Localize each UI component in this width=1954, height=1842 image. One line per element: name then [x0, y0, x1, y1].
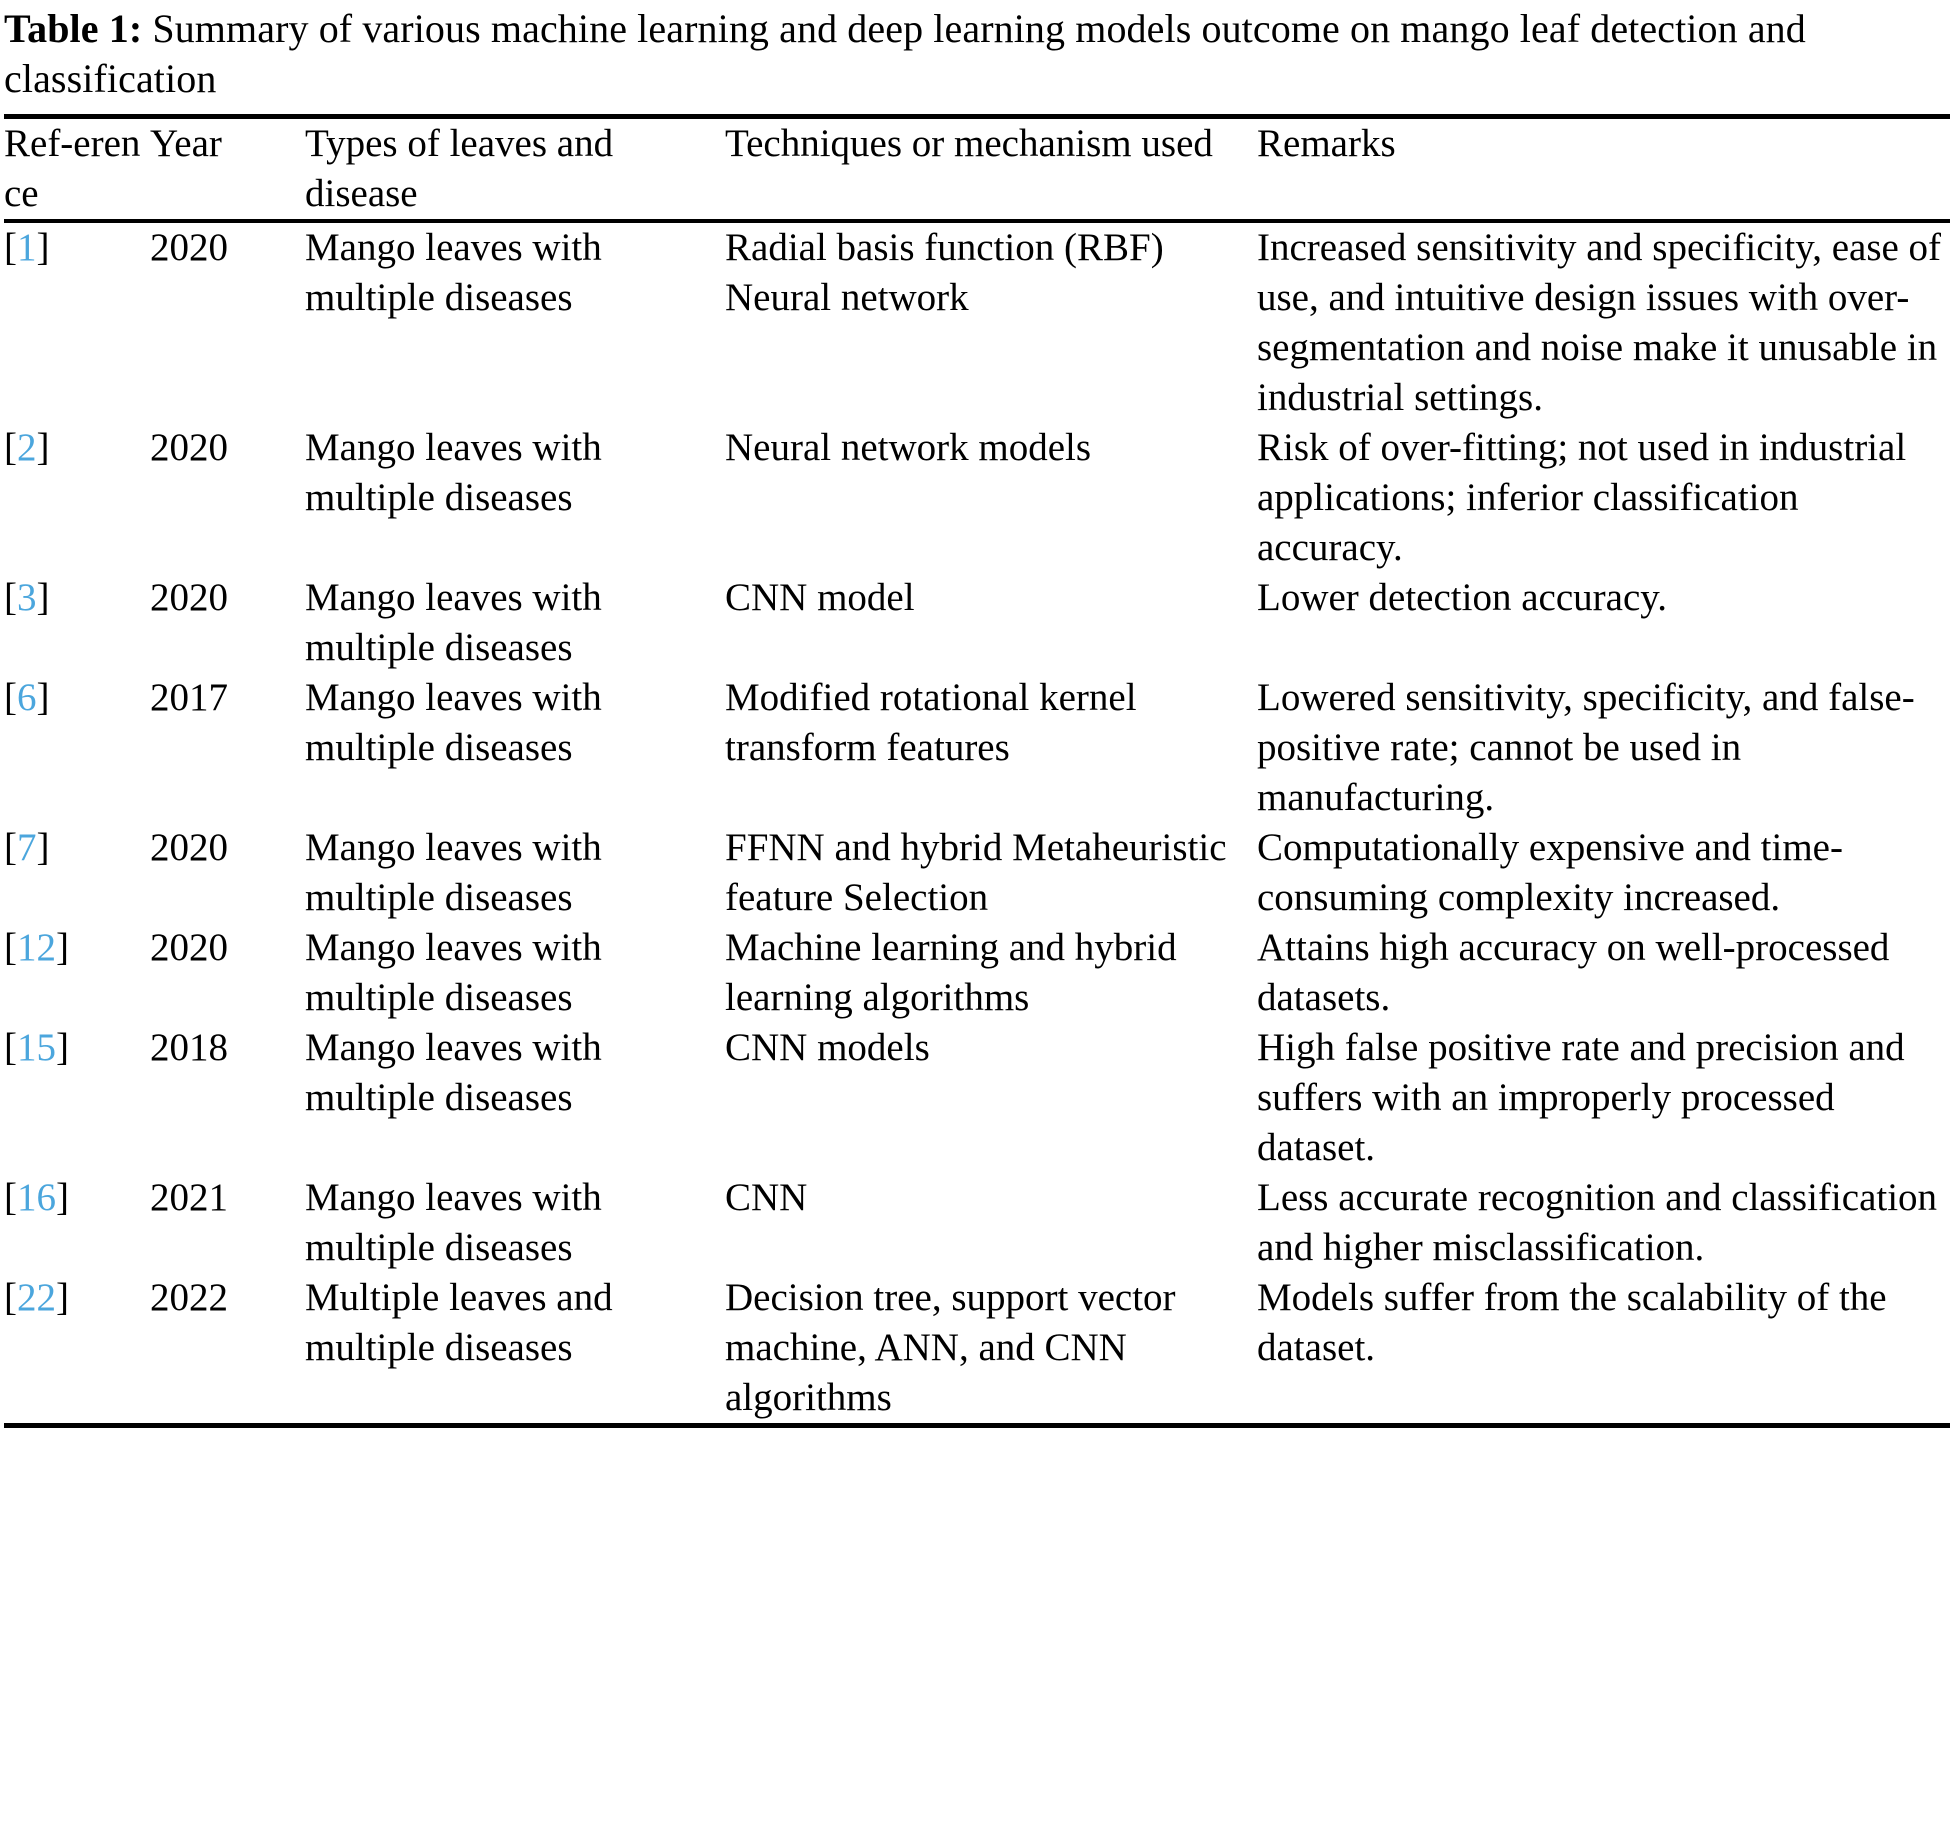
citation-bracket-close: ]: [36, 576, 50, 619]
table-row: [4, 1023, 1950, 1173]
citation-bracket-close: ]: [36, 426, 50, 469]
citation-link[interactable]: [4, 926, 69, 969]
table-row: [4, 573, 1950, 673]
cell-types-of-leaves: Mango leaves with multiple diseases: [305, 576, 602, 669]
cell-techniques: CNN models: [725, 1026, 930, 1069]
citation-bracket-close: ]: [56, 926, 69, 969]
citation-bracket-close: ]: [36, 226, 50, 269]
table-caption-text: Summary of various machine learning and deep learning models outcome on mango leaf detection and classification: [4, 6, 1806, 101]
cell-types-of-leaves: Multiple leaves and multiple diseases: [305, 1276, 613, 1369]
table-row: [4, 673, 1950, 823]
column-header-reference: Ref-erence: [4, 122, 141, 215]
cell-reference: [4, 1023, 150, 1173]
cell-types-of-leaves: Mango leaves with multiple diseases: [305, 676, 602, 769]
cell-types-of-leaves: Mango leaves with multiple diseases: [305, 926, 602, 1019]
cell-remarks: High false positive rate and precision and suffers with an improperly processed dataset.: [1257, 1026, 1905, 1169]
citation-number[interactable]: 22: [17, 1276, 56, 1319]
citation-bracket-open: [: [4, 1026, 17, 1069]
cell-remarks: Risk of over-fitting; not used in industrial applications; inferior classification accuracy.: [1257, 426, 1907, 569]
cell-reference: [4, 1173, 150, 1273]
citation-link[interactable]: [4, 426, 50, 469]
column-header-types: Types of leaves and disease: [305, 122, 614, 215]
cell-year: 2018: [150, 1026, 228, 1069]
citation-number[interactable]: 2: [17, 426, 37, 469]
citation-number[interactable]: 16: [17, 1176, 56, 1219]
citation-bracket-open: [: [4, 1176, 17, 1219]
cell-techniques: Decision tree, support vector machine, ANN, and CNN algorithms: [725, 1276, 1176, 1419]
cell-year: 2022: [150, 1276, 228, 1319]
citation-bracket-open: [: [4, 926, 17, 969]
cell-types-of-leaves: Mango leaves with multiple diseases: [305, 826, 602, 919]
citation-bracket-close: ]: [36, 826, 50, 869]
table-body: [4, 223, 1950, 1423]
cell-types-of-leaves: Mango leaves with multiple diseases: [305, 1176, 602, 1269]
cell-remarks: Less accurate recognition and classification and higher misclassification.: [1257, 1176, 1938, 1269]
cell-reference: [4, 1273, 150, 1423]
cell-techniques: Neural network models: [725, 426, 1092, 469]
cell-techniques: Radial basis function (RBF) Neural network: [725, 226, 1164, 319]
citation-link[interactable]: [4, 226, 50, 269]
citation-number[interactable]: 1: [17, 226, 37, 269]
cell-reference: [4, 923, 150, 1023]
cell-year: 2020: [150, 826, 228, 869]
cell-techniques: Machine learning and hybrid learning algorithms: [725, 926, 1177, 1019]
citation-number[interactable]: 12: [17, 926, 56, 969]
cell-remarks: Lower detection accuracy.: [1257, 576, 1667, 619]
cell-year: 2020: [150, 426, 228, 469]
citation-bracket-open: [: [4, 576, 17, 619]
table-bottom-rule: [4, 1423, 1950, 1428]
table-caption-label: Table 1:: [4, 6, 143, 51]
cell-reference: [4, 423, 150, 573]
cell-techniques: Modified rotational kernel transform features: [725, 676, 1137, 769]
cell-year: 2020: [150, 226, 228, 269]
cell-year: 2017: [150, 676, 228, 719]
citation-number[interactable]: 7: [17, 826, 37, 869]
cell-techniques: FFNN and hybrid Metaheuristic feature Selection: [725, 826, 1227, 919]
citation-bracket-close: ]: [56, 1176, 69, 1219]
citation-number[interactable]: 15: [17, 1026, 56, 1069]
citation-number[interactable]: 3: [17, 576, 37, 619]
citation-bracket-close: ]: [56, 1026, 69, 1069]
table-row: [4, 423, 1950, 573]
cell-year: 2021: [150, 1176, 228, 1219]
citation-bracket-open: [: [4, 226, 17, 269]
cell-year: 2020: [150, 926, 228, 969]
cell-remarks: Increased sensitivity and specificity, ease of use, and intuitive design issues with over-segmentation and noise make it unusable in industrial settings.: [1257, 226, 1942, 419]
citation-bracket-open: [: [4, 426, 17, 469]
cell-remarks: Models suffer from the scalability of the dataset.: [1257, 1276, 1887, 1369]
cell-techniques: CNN: [725, 1176, 808, 1219]
citation-bracket-open: [: [4, 826, 17, 869]
citation-bracket-close: ]: [36, 676, 50, 719]
citation-link[interactable]: [4, 676, 50, 719]
cell-reference: [4, 823, 150, 923]
column-header-techniques: Techniques or mechanism used: [725, 122, 1213, 165]
table-row: [4, 823, 1950, 923]
citation-link[interactable]: [4, 1026, 69, 1069]
citation-number[interactable]: 6: [17, 676, 37, 719]
table-caption: [4, 0, 1950, 104]
cell-remarks: Lowered sensitivity, specificity, and false-positive rate; cannot be used in manufacturing.: [1257, 676, 1915, 819]
table-row: [4, 923, 1950, 1023]
cell-types-of-leaves: Mango leaves with multiple diseases: [305, 226, 602, 319]
citation-bracket-open: [: [4, 676, 17, 719]
table-row: [4, 223, 1950, 423]
table-row: [4, 1173, 1950, 1273]
citation-bracket-open: [: [4, 1276, 17, 1319]
citation-link[interactable]: [4, 826, 50, 869]
cell-remarks: Computationally expensive and time-consuming complexity increased.: [1257, 826, 1843, 919]
citation-link[interactable]: [4, 576, 50, 619]
summary-table-body: [4, 223, 1950, 1423]
citation-link[interactable]: [4, 1176, 69, 1219]
summary-table: [4, 119, 1950, 219]
citation-link[interactable]: [4, 1276, 69, 1319]
column-header-year: Year: [150, 122, 222, 165]
table-row: [4, 1273, 1950, 1423]
cell-reference: [4, 573, 150, 673]
cell-types-of-leaves: Mango leaves with multiple diseases: [305, 1026, 602, 1119]
citation-bracket-close: ]: [56, 1276, 69, 1319]
cell-types-of-leaves: Mango leaves with multiple diseases: [305, 426, 602, 519]
cell-techniques: CNN model: [725, 576, 915, 619]
cell-reference: [4, 223, 150, 423]
table-header: [4, 119, 1950, 219]
column-header-remarks: Remarks: [1257, 122, 1396, 165]
cell-remarks: Attains high accuracy on well-processed datasets.: [1257, 926, 1890, 1019]
table-header-row: [4, 119, 1950, 219]
cell-year: 2020: [150, 576, 228, 619]
cell-reference: [4, 673, 150, 823]
